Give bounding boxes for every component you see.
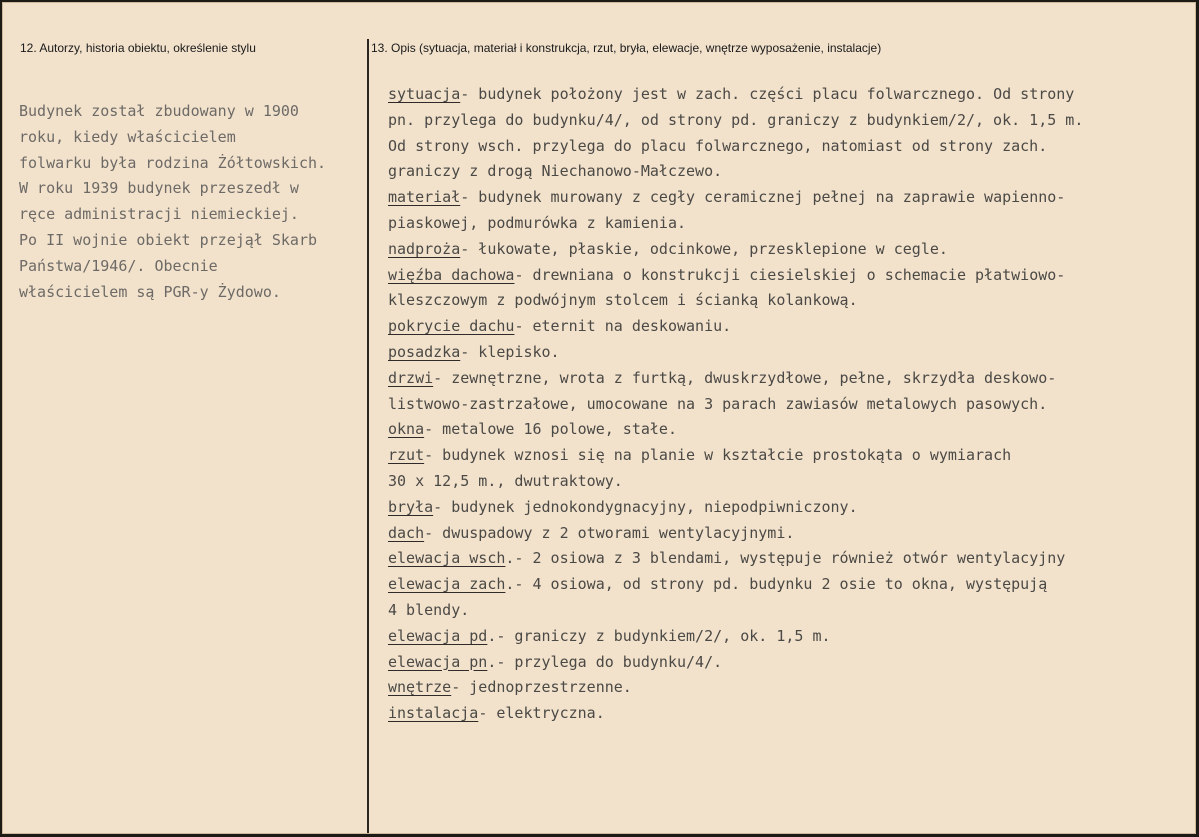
description-term: drzwi: [388, 368, 434, 387]
description-line: [388, 650, 1188, 676]
description-term: więźba dachowa: [388, 265, 515, 284]
description-line: [388, 417, 1188, 443]
description-text-span: - łukowate, płaskie, odcinkowe, przesklepione w cegle.: [460, 239, 948, 258]
description-text: [388, 82, 1188, 727]
history-line: właścicielem są PGR-y Żydowo.: [19, 282, 281, 301]
description-text-span: - jednoprzestrzenne.: [451, 678, 632, 697]
history-line: ręce administracji niemieckiej.: [19, 205, 299, 224]
description-line: [388, 572, 1188, 598]
history-line: Budynek został zbudowany w 1900: [19, 102, 299, 120]
description-text-span: .- przylega do budynku/4/.: [487, 652, 723, 671]
description-text-span: - eternit na deskowaniu.: [514, 317, 732, 336]
history-line: Po II wojnie obiekt przejął Skarb: [19, 230, 318, 249]
description-line: [388, 521, 1188, 547]
description-line: [388, 288, 1188, 314]
description-line: [388, 546, 1188, 572]
section-13-header: 13. Opis (sytuacja, materiał i konstrukcja, rzut, bryła, elewacje, wnętrze wyposażenie, instalacje): [371, 41, 882, 55]
description-text-span: - budynek wznosi się na planie w kształcie prostokąta o wymiarach: [424, 446, 1012, 465]
description-text-span: - elektryczna.: [478, 704, 605, 723]
description-line: [388, 469, 1188, 495]
description-text-span: pn. przylega do budynku/4/, od strony pd. graniczy z budynkiem/2/, ok. 1,5 m.: [388, 110, 1084, 129]
description-text-span: .- 2 osiowa z 3 blendami, występuje również otwór wentylacyjny: [505, 549, 1066, 568]
description-line: [388, 82, 1188, 108]
history-line: folwarku była rodzina Żółtowskich.: [19, 153, 327, 172]
description-line: [388, 598, 1188, 624]
description-line: [388, 108, 1188, 134]
description-term: posadzka: [388, 342, 461, 361]
description-text-span: - dwuspadowy z 2 otworami wentylacyjnymi.: [424, 523, 795, 542]
description-text-span: - budynek jednokondygnacyjny, niepodpiwniczony.: [433, 497, 858, 516]
description-line: [388, 675, 1188, 701]
description-line: [388, 443, 1188, 469]
history-line: roku, kiedy właścicielem: [19, 127, 236, 146]
description-term: wnętrze: [388, 678, 452, 697]
description-line: [388, 340, 1188, 366]
description-line: [388, 701, 1188, 727]
column-divider: [367, 39, 369, 834]
history-text: [19, 99, 364, 305]
description-text-span: 4 blendy.: [388, 600, 470, 619]
description-text-span: piaskowej, podmurówka z kamienia.: [388, 213, 687, 232]
description-term: elewacja wsch: [388, 549, 506, 568]
description-term: elewacja pd: [388, 626, 488, 645]
description-term: bryła: [388, 497, 434, 516]
history-line: Państwa/1946/. Obecnie: [19, 256, 218, 275]
description-term: nadproża: [388, 239, 461, 258]
description-term: sytuacja: [388, 85, 461, 103]
description-line: [388, 366, 1188, 392]
description-line: [388, 211, 1188, 237]
description-line: [388, 134, 1188, 160]
description-line: [388, 495, 1188, 521]
description-term: rzut: [388, 446, 425, 465]
section-12-header: 12. Autorzy, historia obiektu, określenie stylu: [20, 41, 256, 55]
description-text-span: kleszczowym z podwójnym stolcem i ścianką kolankową.: [388, 291, 858, 310]
description-text-span: - drewniana o konstrukcji ciesielskiej o schemacie płatwiowo-: [514, 265, 1066, 284]
description-text-span: 30 x 12,5 m., dwutraktowy.: [388, 471, 623, 490]
description-text-span: graniczy z drogą Niechanowo-Małczewo.: [388, 162, 723, 181]
record-card: [2, 2, 1196, 834]
description-term: elewacja pn: [388, 652, 488, 671]
history-line: W roku 1939 budynek przeszedł w: [19, 179, 299, 198]
description-term: elewacja zach: [388, 575, 506, 594]
description-text-span: - budynek położony jest w zach. części placu folwarcznego. Od strony: [460, 85, 1075, 103]
description-text-span: - metalowe 16 polowe, stałe.: [424, 420, 677, 439]
description-line: [388, 624, 1188, 650]
description-text-span: Od strony wsch. przylega do placu folwarcznego, natomiast od strony zach.: [388, 136, 1048, 155]
description-text-span: .- 4 osiowa, od strony pd. budynku 2 osie to okna, występują: [505, 575, 1048, 594]
description-term: okna: [388, 420, 425, 439]
description-term: dach: [388, 523, 425, 542]
description-text-span: - klepisko.: [460, 342, 560, 361]
description-text-span: listwowo-zastrzałowe, umocowane na 3 parach zawiasów metalowych pasowych.: [388, 394, 1048, 413]
description-line: [388, 237, 1188, 263]
description-term: pokrycie dachu: [388, 317, 515, 336]
description-line: [388, 185, 1188, 211]
description-text-span: - zewnętrzne, wrota z furtką, dwuskrzydłowe, pełne, skrzydła deskowo-: [433, 368, 1057, 387]
description-text-span: .- graniczy z budynkiem/2/, ok. 1,5 m.: [487, 626, 831, 645]
description-line: [388, 263, 1188, 289]
description-line: [388, 392, 1188, 418]
description-term: instalacja: [388, 704, 479, 723]
description-line: [388, 159, 1188, 185]
description-text-span: - budynek murowany z cegły ceramicznej pełnej na zaprawie wapienno-: [460, 188, 1066, 207]
description-term: materiał: [388, 188, 461, 207]
description-line: [388, 314, 1188, 340]
